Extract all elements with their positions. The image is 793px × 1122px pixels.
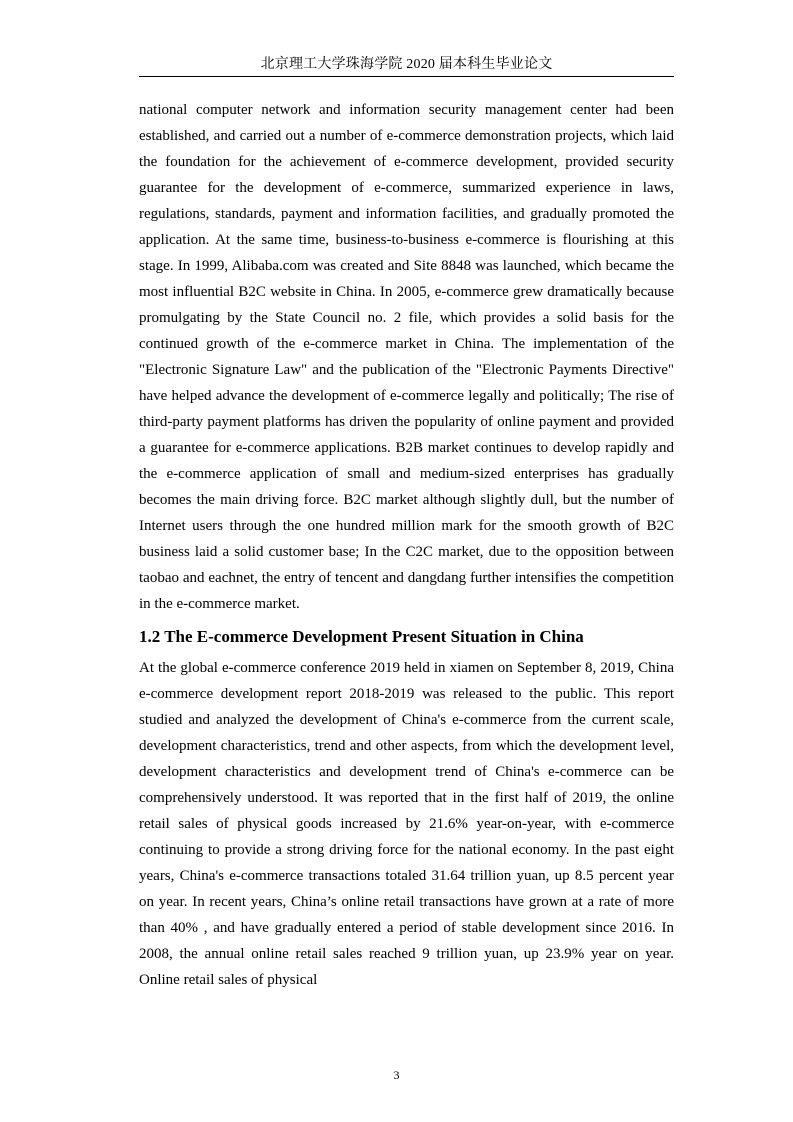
body-text — [139, 97, 674, 993]
body-paragraph: national computer network and information security management center had been established, and carried out a number of e-commerce demonstration projects, which laid the foundation for the achievement of e-commerce development, provided security guarantee for the development of e-commerce, summarized experience in laws, regulations, standards, payment and information facilities, and gradually promoted the application. At the same time, business-to-business e-commerce is flourishing at this stage. In 1999, Alibaba.com was created and Site 8848 was launched, which became the most influential B2C website in China. In 2005, e-commerce grew dramatically because promulgating by the State Council no. 2 file, which provides a solid basis for the continued growth of the e-commerce market in China. The implementation of the "Electronic Signature Law" and the publication of the "Electronic Payments Directive" have helped advance the development of e-commerce legally and politically; The rise of third-party payment platforms has driven the popularity of online payment and provided a guarantee for e-commerce applications. B2B market continues to develop rapidly and the e-commerce application of small and medium-sized enterprises has gradually becomes the main driving force. B2C market although slightly dull, but the number of Internet users through the one hundred million mark for the smooth growth of B2C business laid a solid customer base; In the C2C market, due to the opposition between taobao and eachnet, the entry of tencent and dangdang further intensifies the competition in the e-commerce market. — [139, 102, 674, 612]
running-header: 北京理工大学珠海学院 2020 届本科生毕业论文 — [260, 57, 553, 72]
header-rule — [139, 76, 674, 77]
body-paragraph: At the global e-commerce conference 2019 held in xiamen on September 8, 2019, China e-commerce development report 2018-2019 was released to the public. This report studied and analyzed the development of China's e-commerce from the current scale, development characteristics, trend and other aspects, from which the development level, development characteristics and development trend of China's e-commerce can be comprehensively understood. It was reported that in the first half of 2019, the online retail sales of physical goods increased by 21.6% year-on-year, with e-commerce continuing to provide a strong driving force for the national economy. In the past eight years, China's e-commerce transactions totaled 31.64 trillion yuan, up 8.5 percent year on year. In recent years, China’s online retail transactions have grown at a rate of more than 40% , and have gradually entered a period of stable development since 2016. In 2008, the annual online retail sales reached 9 trillion yuan, up 23.9% year on year. Online retail sales of physical — [139, 660, 674, 988]
page-number: 3 — [393, 1068, 400, 1082]
section-heading: 1.2 The E-commerce Development Present Situation in China — [139, 627, 584, 646]
